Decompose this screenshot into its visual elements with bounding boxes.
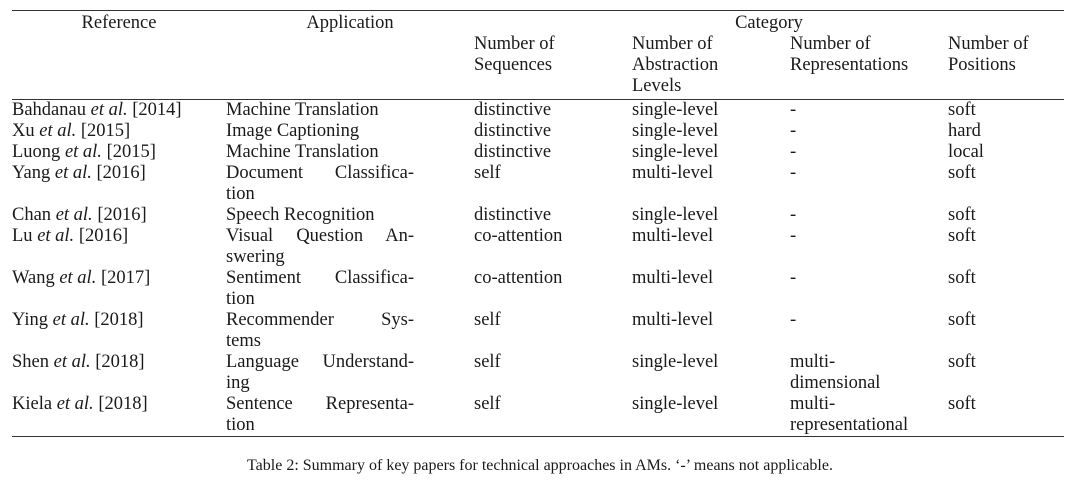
reference-cell bbox=[12, 226, 226, 268]
reference-cell bbox=[12, 142, 226, 163]
reference-cell bbox=[12, 268, 226, 310]
abstraction-cell: single-level bbox=[632, 205, 719, 225]
application-cell bbox=[226, 268, 474, 310]
reference-cell bbox=[12, 163, 226, 205]
subheader-positions: Number of Positions bbox=[948, 34, 1064, 100]
year: [2015] bbox=[80, 121, 131, 141]
application-cell bbox=[226, 394, 474, 437]
table-row bbox=[12, 142, 1064, 163]
et-al: et al. bbox=[64, 142, 102, 162]
representations-line: - bbox=[790, 226, 797, 246]
table-row bbox=[12, 226, 1064, 268]
application-line: Speech Recognition bbox=[226, 205, 375, 225]
year: [2016] bbox=[78, 226, 129, 246]
et-al: et al. bbox=[90, 100, 128, 120]
table-body bbox=[12, 100, 1064, 437]
representations-cell bbox=[790, 268, 948, 310]
representations-line: dimensional bbox=[790, 373, 881, 393]
application-line: Machine Translation bbox=[226, 100, 379, 120]
subheader-abstraction-levels: Number of Abstraction Levels bbox=[632, 34, 790, 100]
abstraction-cell: multi-level bbox=[632, 268, 714, 288]
representations-line: - bbox=[790, 268, 797, 288]
sequences-cell: self bbox=[474, 163, 501, 183]
author-name: Kiela bbox=[12, 394, 53, 414]
representations-cell bbox=[790, 163, 948, 205]
year: [2014] bbox=[132, 100, 182, 120]
year: [2018] bbox=[95, 352, 145, 372]
table-row bbox=[12, 352, 1064, 394]
sequences-cell: co-attention bbox=[474, 268, 563, 288]
et-al: et al. bbox=[56, 394, 94, 414]
summary-table bbox=[12, 10, 1064, 437]
table-row bbox=[12, 163, 1064, 205]
representations-cell bbox=[790, 352, 948, 394]
author-name: Wang bbox=[12, 268, 55, 288]
et-al: et al. bbox=[55, 205, 93, 225]
reference-cell bbox=[12, 310, 226, 352]
abstraction-cell: multi-level bbox=[632, 226, 714, 246]
reference-cell bbox=[12, 205, 226, 226]
et-al: et al. bbox=[39, 121, 77, 141]
et-al: et al. bbox=[59, 268, 97, 288]
author-name: Bahdanau bbox=[12, 100, 86, 120]
application-cell bbox=[226, 205, 474, 226]
abstraction-cell: multi-level bbox=[632, 310, 714, 330]
header-reference: Reference bbox=[12, 11, 226, 35]
representations-line: - bbox=[790, 310, 797, 330]
table-row bbox=[12, 310, 1064, 352]
et-al: et al. bbox=[53, 352, 91, 372]
positions-cell: soft bbox=[948, 100, 976, 120]
year: [2018] bbox=[98, 394, 148, 414]
application-cell bbox=[226, 142, 474, 163]
table-row bbox=[12, 205, 1064, 226]
representations-line: multi- bbox=[790, 352, 836, 372]
positions-cell: hard bbox=[948, 121, 981, 141]
representations-line: - bbox=[790, 205, 797, 225]
subheader-row bbox=[12, 34, 1064, 100]
year: [2018] bbox=[94, 310, 144, 330]
reference-cell bbox=[12, 100, 226, 122]
sequences-cell: distinctive bbox=[474, 205, 552, 225]
table-row bbox=[12, 394, 1064, 437]
positions-cell: soft bbox=[948, 205, 976, 225]
et-al: et al. bbox=[54, 163, 92, 183]
abstraction-cell: single-level bbox=[632, 100, 719, 120]
table-row bbox=[12, 100, 1064, 122]
application-line: swering bbox=[226, 247, 285, 267]
representations-cell bbox=[790, 310, 948, 352]
sequences-cell: distinctive bbox=[474, 100, 552, 120]
application-cell bbox=[226, 121, 474, 142]
abstraction-cell: single-level bbox=[632, 142, 719, 162]
representations-cell bbox=[790, 121, 948, 142]
representations-line: - bbox=[790, 100, 797, 120]
positions-cell: local bbox=[948, 142, 984, 162]
positions-cell: soft bbox=[948, 163, 976, 183]
header-application: Application bbox=[226, 11, 474, 35]
author-name: Ying bbox=[12, 310, 48, 330]
representations-line: representational bbox=[790, 415, 909, 435]
year: [2017] bbox=[100, 268, 151, 288]
representations-line: - bbox=[790, 163, 797, 183]
positions-cell: soft bbox=[948, 268, 976, 288]
table-row bbox=[12, 268, 1064, 310]
subheader-sequences: Number of Sequences bbox=[474, 34, 632, 100]
application-cell bbox=[226, 226, 474, 268]
abstraction-cell: single-level bbox=[632, 121, 719, 141]
year: [2016] bbox=[96, 163, 146, 183]
representations-cell bbox=[790, 100, 948, 122]
sequences-cell: self bbox=[474, 394, 632, 437]
table-caption: Table 2: Summary of key papers for technical approaches in AMs. ‘-’ means not applicable. bbox=[247, 457, 833, 474]
application-line: tems bbox=[226, 331, 261, 351]
positions-cell: soft bbox=[948, 310, 976, 330]
et-al: et al. bbox=[52, 310, 90, 330]
table-row bbox=[12, 121, 1064, 142]
application-line: tion bbox=[226, 415, 255, 435]
positions-cell: soft bbox=[948, 226, 976, 246]
author-name: Luong bbox=[12, 142, 61, 162]
application-line: ing bbox=[226, 373, 250, 393]
sequences-cell: self bbox=[474, 310, 501, 330]
representations-cell bbox=[790, 205, 948, 226]
author-name: Xu bbox=[12, 121, 35, 141]
et-al: et al. bbox=[37, 226, 75, 246]
representations-line: multi- bbox=[790, 394, 836, 414]
sequences-cell: self bbox=[474, 352, 501, 372]
representations-line: - bbox=[790, 121, 797, 141]
reference-cell bbox=[12, 121, 226, 142]
application-line: tion bbox=[226, 184, 255, 204]
application-line: Recommender Sys- bbox=[226, 310, 414, 330]
application-line: Sentiment Classifica- bbox=[226, 268, 414, 288]
representations-line: - bbox=[790, 142, 797, 162]
author-name: Chan bbox=[12, 205, 52, 225]
sequences-cell: distinctive bbox=[474, 142, 552, 162]
application-cell bbox=[226, 352, 474, 394]
application-line: Image Captioning bbox=[226, 121, 360, 141]
abstraction-cell: single-level bbox=[632, 394, 790, 437]
representations-cell bbox=[790, 142, 948, 163]
reference-cell bbox=[12, 394, 226, 437]
sequences-cell: co-attention bbox=[474, 226, 563, 246]
application-cell bbox=[226, 310, 474, 352]
application-line: Machine Translation bbox=[226, 142, 379, 162]
application-line: Sentence Representa- bbox=[226, 394, 414, 414]
author-name: Shen bbox=[12, 352, 49, 372]
application-line: Language Understand- bbox=[226, 352, 414, 372]
year: [2016] bbox=[97, 205, 147, 225]
positions-cell: soft bbox=[948, 394, 1064, 437]
application-cell bbox=[226, 100, 474, 122]
application-line: tion bbox=[226, 289, 255, 309]
positions-cell: soft bbox=[948, 352, 976, 372]
abstraction-cell: single-level bbox=[632, 352, 719, 372]
header-category: Category bbox=[474, 11, 1064, 35]
header-row bbox=[12, 11, 1064, 35]
author-name: Lu bbox=[12, 226, 33, 246]
representations-cell bbox=[790, 226, 948, 268]
subheader-representations: Number of Representations bbox=[790, 34, 948, 100]
application-line: Document Classifica- bbox=[226, 163, 414, 183]
year: [2015] bbox=[106, 142, 156, 162]
sequences-cell: distinctive bbox=[474, 121, 552, 141]
abstraction-cell: multi-level bbox=[632, 163, 714, 183]
representations-cell bbox=[790, 394, 948, 437]
reference-cell bbox=[12, 352, 226, 394]
author-name: Yang bbox=[12, 163, 51, 183]
application-cell bbox=[226, 163, 474, 205]
application-line: Visual Question An- bbox=[226, 226, 414, 246]
